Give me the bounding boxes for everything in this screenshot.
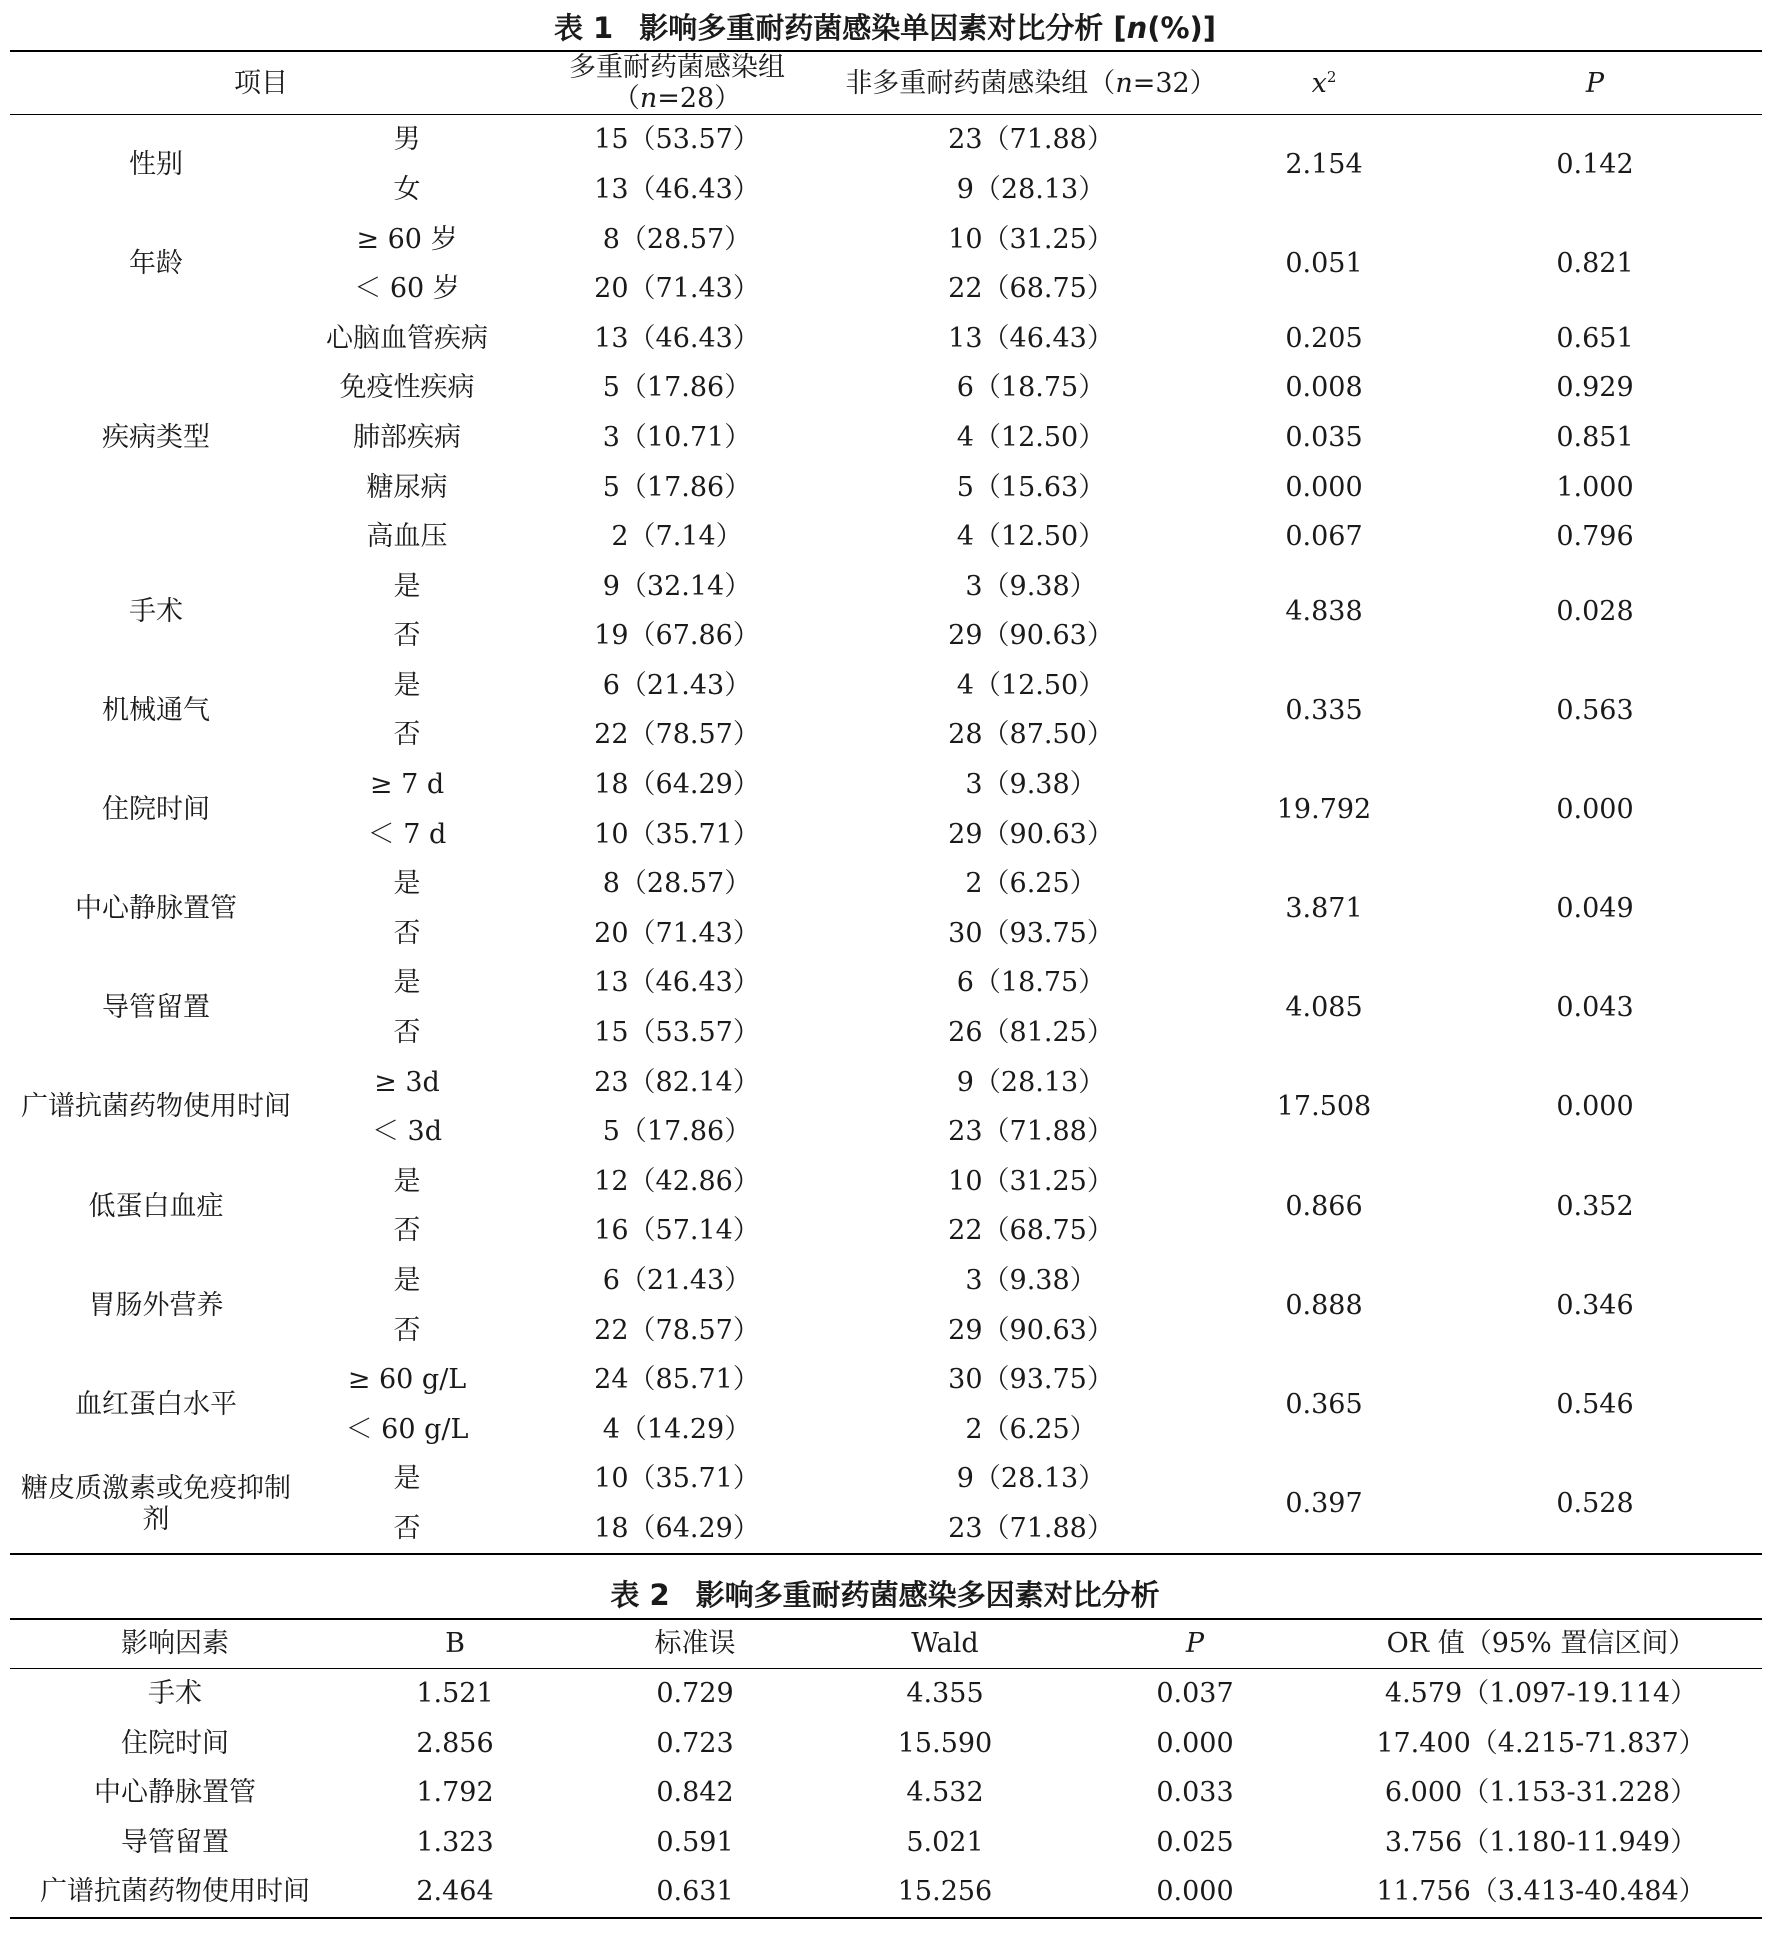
table-row <box>10 661 1762 711</box>
subgroup: 是 <box>393 669 421 701</box>
table-row <box>10 1818 1762 1868</box>
table-row <box>10 1867 1762 1918</box>
chi-square-value: 0.067 <box>1285 521 1363 553</box>
factor-name: 血红蛋白水平 <box>75 1389 237 1420</box>
non-mdr-value: 3（9.38） <box>965 570 1097 602</box>
non-mdr-value: 23（71.88） <box>948 124 1114 156</box>
non-mdr-value: 13（46.43） <box>948 322 1114 354</box>
subgroup: ＜ 60 g/L <box>345 1413 469 1445</box>
mdr-value: 5（17.86） <box>602 1116 752 1148</box>
mdr-value: 13（46.43） <box>594 173 760 205</box>
non-mdr-value: 9（28.13） <box>956 1066 1106 1098</box>
header-or: OR 值（95% 置信区间） <box>1320 1619 1762 1669</box>
subgroup: 男 <box>393 124 421 156</box>
p-value: 0.851 <box>1556 421 1634 453</box>
b-value: 2.464 <box>416 1876 494 1908</box>
subgroup: 否 <box>393 917 421 949</box>
factor-name: 手术 <box>148 1678 202 1710</box>
chi-square-value: 2.154 <box>1285 149 1363 181</box>
subgroup: 是 <box>393 1265 421 1297</box>
non-mdr-value: 29（90.63） <box>948 620 1114 652</box>
p-value: 0.563 <box>1556 694 1634 726</box>
chi-square-value: 19.792 <box>1276 793 1372 825</box>
mdr-value: 3（10.71） <box>602 421 752 453</box>
chi-square-value: 0.866 <box>1285 1190 1363 1222</box>
header-p-value: P <box>1428 51 1762 115</box>
non-mdr-value: 22（68.75） <box>948 273 1114 305</box>
mdr-value: 8（28.57） <box>602 868 752 900</box>
p-value: 0.651 <box>1556 322 1634 354</box>
factor-name: 导管留置 <box>102 992 210 1024</box>
subgroup: 高血压 <box>366 521 448 553</box>
non-mdr-value: 10（31.25） <box>948 223 1114 255</box>
table2-label: 表 2 <box>610 1578 670 1612</box>
non-mdr-value: 28（87.50） <box>948 719 1114 751</box>
p-value: 0.000 <box>1156 1876 1234 1908</box>
mdr-value: 20（71.43） <box>594 273 760 305</box>
header-mdr-group: 多重耐药菌感染组（n=28） <box>512 51 842 115</box>
subgroup: 否 <box>393 620 421 652</box>
table-row <box>10 1256 1762 1306</box>
mdr-value: 10（35.71） <box>594 818 760 850</box>
subgroup: 否 <box>393 1314 421 1346</box>
wald-value: 4.532 <box>906 1777 984 1809</box>
subgroup: 是 <box>393 967 421 999</box>
chi-square-value: 0.365 <box>1285 1389 1363 1420</box>
factor-name: 胃肠外营养 <box>88 1289 224 1321</box>
non-mdr-value: 2（6.25） <box>965 868 1097 900</box>
p-value: 0.025 <box>1156 1826 1234 1858</box>
p-value: 0.796 <box>1556 521 1634 553</box>
chi-square-value: 0.051 <box>1285 248 1363 280</box>
multivariate-table <box>10 1618 1762 1919</box>
chi-square-value: 0.335 <box>1285 694 1363 726</box>
non-mdr-value: 30（93.75） <box>948 1364 1114 1396</box>
non-mdr-value: 26（81.25） <box>948 1017 1114 1049</box>
header-wald: Wald <box>820 1619 1070 1669</box>
chi-square-value: 0.035 <box>1285 421 1363 453</box>
non-mdr-value: 9（28.13） <box>956 1463 1106 1495</box>
subgroup: 免疫性疾病 <box>339 372 475 404</box>
chi-square-value: 0.008 <box>1285 372 1363 404</box>
non-mdr-value: 23（71.88） <box>948 1116 1114 1148</box>
non-mdr-value: 23（71.88） <box>948 1512 1114 1544</box>
mdr-value: 5（17.86） <box>602 372 752 404</box>
factor-name: 手术 <box>129 595 183 627</box>
se-value: 0.729 <box>656 1678 734 1710</box>
p-value: 0.929 <box>1556 372 1634 404</box>
b-value: 1.521 <box>416 1678 494 1710</box>
factor-name: 年龄 <box>129 248 183 280</box>
factor-name: 住院时间 <box>121 1727 229 1759</box>
subgroup: ＜ 60 岁 <box>354 273 460 305</box>
header-se: 标准误 <box>570 1619 820 1669</box>
mdr-value: 20（71.43） <box>594 917 760 949</box>
or-value: 17.400（4.215-71.837） <box>1376 1727 1706 1759</box>
table1-label: 表 1 <box>553 11 614 45</box>
mdr-value: 24（85.71） <box>594 1364 760 1396</box>
mdr-value: 19（67.86） <box>594 620 760 652</box>
mdr-value: 12（42.86） <box>594 1165 760 1197</box>
mdr-value: 5（17.86） <box>602 471 752 503</box>
table2-body <box>10 1669 1762 1918</box>
table1-body <box>10 115 1762 1555</box>
table-row <box>10 1768 1762 1818</box>
subgroup: 否 <box>393 1017 421 1049</box>
se-value: 0.723 <box>656 1727 734 1759</box>
wald-value: 15.590 <box>897 1727 993 1759</box>
factor-name: 住院时间 <box>102 793 210 825</box>
mdr-value: 22（78.57） <box>594 1314 760 1346</box>
table-row <box>10 1719 1762 1769</box>
factor-name: 广谱抗菌药物使用时间 <box>40 1876 310 1908</box>
factor-name: 导管留置 <box>121 1826 229 1858</box>
non-mdr-value: 4（12.50） <box>956 521 1106 553</box>
p-value: 0.528 <box>1556 1488 1634 1520</box>
p-value: 0.000 <box>1556 793 1634 825</box>
p-value: 1.000 <box>1556 471 1634 503</box>
chi-square-value: 4.838 <box>1285 595 1363 627</box>
factor-name: 广谱抗菌药物使用时间 <box>21 1091 291 1123</box>
se-value: 0.591 <box>656 1826 734 1858</box>
mdr-value: 2（7.14） <box>611 521 743 553</box>
subgroup: 是 <box>393 868 421 900</box>
factor-name: 低蛋白血症 <box>88 1190 224 1222</box>
subgroup: 否 <box>393 1512 421 1544</box>
table1-title <box>0 6 1770 47</box>
wald-value: 4.355 <box>906 1678 984 1710</box>
se-value: 0.631 <box>656 1876 734 1908</box>
mdr-value: 9（32.14） <box>602 570 752 602</box>
mdr-value: 6（21.43） <box>602 1265 752 1297</box>
p-value: 0.033 <box>1156 1777 1234 1809</box>
chi-square-value: 4.085 <box>1285 992 1363 1024</box>
p-value: 0.546 <box>1556 1389 1634 1420</box>
mdr-value: 13（46.43） <box>594 967 760 999</box>
non-mdr-value: 29（90.63） <box>948 818 1114 850</box>
or-value: 11.756（3.413-40.484） <box>1376 1876 1706 1908</box>
p-value: 0.043 <box>1556 992 1634 1024</box>
mdr-value: 23（82.14） <box>594 1066 760 1098</box>
p-value: 0.037 <box>1156 1678 1234 1710</box>
or-value: 3.756（1.180-11.949） <box>1384 1826 1698 1858</box>
or-value: 4.579（1.097-19.114） <box>1384 1678 1698 1710</box>
mdr-value: 4（14.29） <box>602 1413 752 1445</box>
or-value: 6.000（1.153-31.228） <box>1384 1777 1698 1809</box>
factor-name: 疾病类型 <box>102 421 210 453</box>
subgroup: 否 <box>393 719 421 751</box>
subgroup: 是 <box>393 570 421 602</box>
chi-square-value: 17.508 <box>1276 1091 1372 1123</box>
non-mdr-value: 29（90.63） <box>948 1314 1114 1346</box>
mdr-value: 22（78.57） <box>594 719 760 751</box>
non-mdr-value: 3（9.38） <box>965 769 1097 801</box>
header-b: B <box>340 1619 570 1669</box>
non-mdr-value: 30（93.75） <box>948 917 1114 949</box>
mdr-value: 16（57.14） <box>594 1215 760 1247</box>
univariate-table <box>10 50 1762 1555</box>
header-p: P <box>1070 1619 1320 1669</box>
table2-header-row <box>10 1619 1762 1669</box>
subgroup: ≥ 7 d <box>369 769 445 801</box>
table-row <box>10 214 1762 264</box>
mdr-value: 10（35.71） <box>594 1463 760 1495</box>
header-chi-square: $x^2$ <box>1220 51 1428 115</box>
factor-name: 性别 <box>129 149 183 181</box>
non-mdr-value: 6（18.75） <box>956 967 1106 999</box>
non-mdr-value: 9（28.13） <box>956 173 1106 205</box>
table-row <box>10 115 1762 165</box>
b-value: 2.856 <box>416 1727 494 1759</box>
non-mdr-value: 5（15.63） <box>956 471 1106 503</box>
p-value: 0.346 <box>1556 1289 1634 1321</box>
header-item: 项目 <box>10 51 512 115</box>
p-value: 0.049 <box>1556 893 1634 925</box>
table-row <box>10 1355 1762 1405</box>
table-row <box>10 1669 1762 1719</box>
chi-square-value: 0.397 <box>1285 1488 1363 1520</box>
mdr-value: 15（53.57） <box>594 1017 760 1049</box>
subgroup: 否 <box>393 1215 421 1247</box>
non-mdr-value: 10（31.25） <box>948 1165 1114 1197</box>
subgroup: 女 <box>393 173 421 205</box>
subgroup: ＜ 7 d <box>367 818 447 850</box>
table-row <box>10 859 1762 909</box>
p-value: 0.142 <box>1556 149 1634 181</box>
subgroup: ≥ 60 g/L <box>347 1364 467 1396</box>
table-row <box>10 1157 1762 1207</box>
table1-header-row <box>10 51 1762 115</box>
chi-square-value: 0.000 <box>1285 471 1363 503</box>
se-value: 0.842 <box>656 1777 734 1809</box>
table1-caption: 影响多重耐药菌感染单因素对比分析 [n(%)] <box>639 11 1217 45</box>
factor-name: 中心静脉置管 <box>75 893 237 925</box>
wald-value: 15.256 <box>897 1876 993 1908</box>
factor-name: 糖皮质激素或免疫抑制剂 <box>21 1472 291 1535</box>
table-row <box>10 958 1762 1008</box>
mdr-value: 18（64.29） <box>594 1512 760 1544</box>
mdr-value: 13（46.43） <box>594 322 760 354</box>
non-mdr-value: 4（12.50） <box>956 669 1106 701</box>
table-row <box>10 1057 1762 1107</box>
non-mdr-value: 6（18.75） <box>956 372 1106 404</box>
mdr-value: 6（21.43） <box>602 669 752 701</box>
subgroup: 心脑血管疾病 <box>326 322 488 354</box>
p-value: 0.028 <box>1556 595 1634 627</box>
chi-square-value: 3.871 <box>1285 893 1363 925</box>
subgroup: 是 <box>393 1165 421 1197</box>
table2-caption: 影响多重耐药菌感染多因素对比分析 <box>695 1578 1160 1612</box>
subgroup: 糖尿病 <box>366 471 448 503</box>
p-value: 0.000 <box>1556 1091 1634 1123</box>
subgroup: ＜ 3d <box>371 1116 443 1148</box>
non-mdr-value: 3（9.38） <box>965 1265 1097 1297</box>
table-row <box>10 1454 1762 1504</box>
subgroup: 是 <box>393 1463 421 1495</box>
wald-value: 5.021 <box>906 1826 984 1858</box>
non-mdr-value: 22（68.75） <box>948 1215 1114 1247</box>
p-value: 0.821 <box>1556 248 1634 280</box>
header-factor: 影响因素 <box>10 1619 340 1669</box>
table-row <box>10 561 1762 611</box>
mdr-value: 18（64.29） <box>594 769 760 801</box>
header-non-mdr-group: 非多重耐药菌感染组（n=32） <box>842 51 1220 115</box>
p-value: 0.000 <box>1156 1727 1234 1759</box>
table2-title <box>0 1573 1770 1614</box>
b-value: 1.323 <box>416 1826 494 1858</box>
chi-square-value: 0.888 <box>1285 1289 1363 1321</box>
p-value: 0.352 <box>1556 1190 1634 1222</box>
b-value: 1.792 <box>416 1777 494 1809</box>
mdr-value: 15（53.57） <box>594 124 760 156</box>
non-mdr-value: 2（6.25） <box>965 1413 1097 1445</box>
chi-square-value: 0.205 <box>1285 322 1363 354</box>
factor-name: 中心静脉置管 <box>94 1777 256 1809</box>
table-row <box>10 313 1762 363</box>
factor-name: 机械通气 <box>102 694 210 726</box>
subgroup: ≥ 3d <box>374 1066 440 1098</box>
table-row <box>10 760 1762 810</box>
non-mdr-value: 4（12.50） <box>956 421 1106 453</box>
subgroup: ≥ 60 岁 <box>356 223 458 255</box>
mdr-value: 8（28.57） <box>602 223 752 255</box>
subgroup: 肺部疾病 <box>353 421 461 453</box>
